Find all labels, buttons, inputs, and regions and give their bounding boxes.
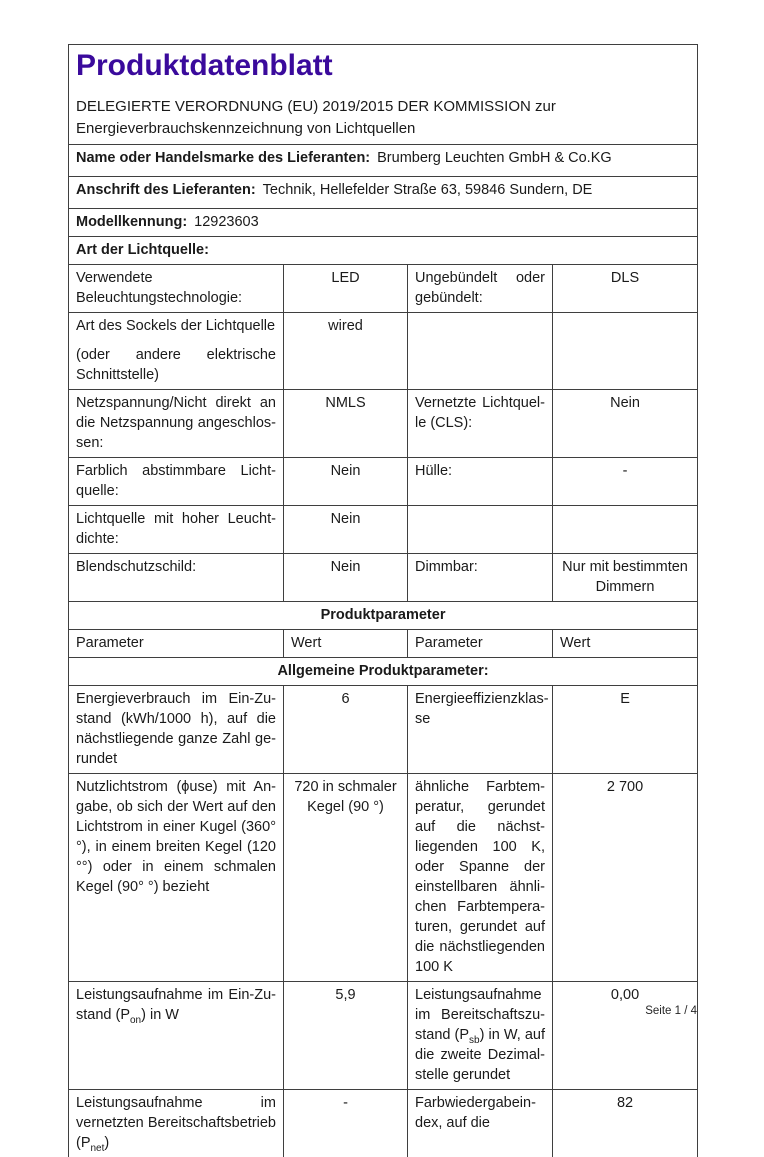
param-value-cell: Nein [284,458,408,506]
param-label-cell: Blendschutzschild: [69,554,284,602]
subscript-sb: sb [469,1035,480,1046]
table-row [69,774,698,982]
table-row [69,313,698,390]
param-value-cell: 2 700 [553,774,698,982]
section-title-allgemeine-produktparameter: Allgemeine Produktparameter: [69,658,698,686]
light-source-type-label: Art der Lichtquelle: [76,242,209,258]
param-value-cell: Nein [284,554,408,602]
param-value-cell: wired [284,313,408,390]
light-source-type-row [69,237,698,265]
param-value-cell: 0,00 [553,982,698,1090]
supplier-address-label: Anschrift des Lieferanten: [76,182,256,198]
table-row [69,390,698,458]
param-value-cell: Nein [284,506,408,554]
model-id-value: 12923603 [194,214,259,230]
column-header-wert: Wert [284,630,408,658]
param-label-cell: Dimmbar: [408,554,553,602]
param-label-cell: Hülle: [408,458,553,506]
datasheet-table [68,44,698,1157]
param-value-cell: DLS [553,265,698,313]
supplier-name-row [69,145,698,177]
param-label-cell: Leistungsaufnahme im vernetzten Bereitschaftsbetrieb $(P_{net})$ [69,1090,284,1157]
table-row [69,506,698,554]
param-label-cell: Ungebündelt oder gebündelt: [408,265,553,313]
param-value-cell: NMLS [284,390,408,458]
column-header-wert: Wert [553,630,698,658]
param-label-cell: Leistungsaufnahme im Bereitschaftszustand $(P_{sb})$ in W, auf die zweite Dezimalstelle gerundet [408,982,553,1090]
param-label-cell: ähnliche Farbtemperatur, gerundet auf die nächstliegenden 100 K, oder Spanne der einstellbaren ähnlichen Farbtemperaturen, gerundet auf die nächstliegenden 100 K [408,774,553,982]
column-header-row [69,630,698,658]
param-label-cell: Lichtquelle mit hoher Leuchtdichte: [69,506,284,554]
page-number: Seite 1 / 4 [645,1005,697,1017]
supplier-address-row [69,177,698,209]
param-label-cell [408,506,553,554]
title-block [69,45,698,145]
param-label-cell: Leistungsaufnahme im Ein-Zustand $(P_{on})$ in W [69,982,284,1090]
param-label-cell: Farbwiedergabeindex, auf die [408,1090,553,1157]
param-value-cell: - [553,458,698,506]
param-label-cell: Nutzlichtstrom (ϕuse) mit Angabe, ob sich der Wert auf den Lichtstrom in einer Kugel (360° °), in einem breiten Kegel (120 °°) oder in einem schmalen Kegel (90° °) bezieht [69,774,284,982]
param-label-cell: Vernetzte Lichtquelle (CLS): [408,390,553,458]
section-title-produktparameter: Produktparameter [69,602,698,630]
table-row-clipped [69,1090,698,1157]
param-value-cell: E [553,686,698,774]
datasheet [68,44,697,1157]
param-value-cell: 82 [553,1090,698,1157]
param-value-cell: Nein [553,390,698,458]
table-row [69,265,698,313]
param-value-cell: 6 [284,686,408,774]
column-header-parameter: Parameter [408,630,553,658]
table-row [69,458,698,506]
model-id-label: Modellkennung: [76,214,187,230]
column-header-parameter: Parameter [69,630,284,658]
model-id-row [69,209,698,237]
table-row [69,982,698,1090]
socket-type-line-2: (oder andere elektrische Schnittstelle) [76,345,276,385]
param-label-cell [69,313,284,390]
param-label-cell [408,313,553,390]
page-title: Produktdatenblatt [76,48,690,84]
param-value-cell: 720 in schmaler Kegel (90 °) [284,774,408,982]
supplier-name-value: Brumberg Leuchten GmbH & Co.KG [377,150,612,166]
regulation-line-2: Energieverbrauchskennzeichnung von Lichtquellen [76,118,690,140]
param-value-cell: - [284,1090,408,1157]
param-label-cell: Energieeffizienzklasse [408,686,553,774]
supplier-name-label: Name oder Handelsmarke des Lieferanten: [76,150,370,166]
subscript-on: on [130,1015,141,1026]
socket-type-line-1: Art des Sockels der Lichtquelle [76,316,276,336]
table-row [69,686,698,774]
param-value-cell [553,506,698,554]
param-value-cell: Nur mit bestimmten Dimmern [553,554,698,602]
table-row [69,554,698,602]
param-value-cell: 5,9 [284,982,408,1090]
param-value-cell [553,313,698,390]
param-label-cell: Farblich abstimmbare Lichtquelle: [69,458,284,506]
supplier-address-value: Technik, Hellefelder Straße 63, 59846 Sundern, DE [263,182,593,198]
param-label-cell: Energieverbrauch im Ein-Zustand (kWh/1000 h), auf die nächstliegende ganze Zahl gerundet [69,686,284,774]
param-label-cell: Netzspannung/Nicht direkt an die Netzspannung angeschlossen: [69,390,284,458]
param-label-cell: Verwendete Beleuchtungstechnologie: [69,265,284,313]
subscript-net: net [91,1143,105,1154]
param-value-cell: LED [284,265,408,313]
regulation-line-1: DELEGIERTE VERORDNUNG (EU) 2019/2015 DER KOMMISSION zur [76,96,690,118]
